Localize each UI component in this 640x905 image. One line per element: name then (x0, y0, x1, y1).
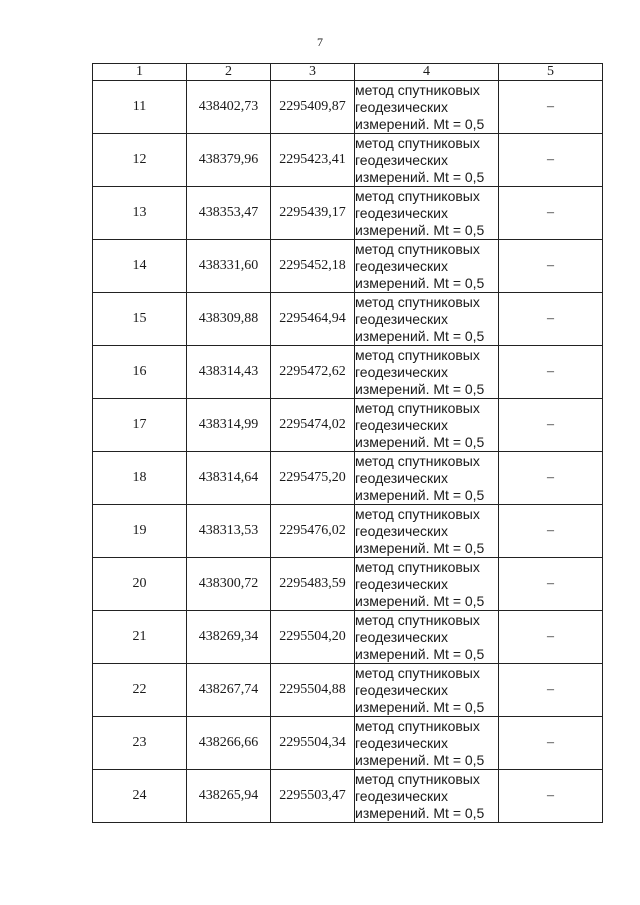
method-line: метод спутниковых (355, 505, 480, 522)
method-line: измерений. Mt = 0,5 (355, 221, 485, 238)
method-line: геодезических (355, 575, 448, 592)
note-cell: – (499, 134, 603, 187)
point-number-cell: 13 (93, 187, 187, 240)
method-cell (355, 611, 499, 664)
x-coordinate-cell: 438379,96 (187, 134, 271, 187)
x-coordinate-cell: 438314,99 (187, 399, 271, 452)
method-line: геодезических (355, 681, 448, 698)
page-number: 7 (317, 35, 323, 49)
table-row (93, 293, 603, 346)
method-line: геодезических (355, 787, 448, 804)
point-number-cell: 16 (93, 346, 187, 399)
method-line: метод спутниковых (355, 81, 480, 98)
x-coordinate-cell: 438402,73 (187, 81, 271, 134)
method-line: геодезических (355, 151, 448, 168)
x-coordinate-cell: 438267,74 (187, 664, 271, 717)
note-cell: – (499, 664, 603, 717)
method-line: геодезических (355, 204, 448, 221)
point-number-cell: 24 (93, 770, 187, 823)
method-line: измерений. Mt = 0,5 (355, 804, 485, 821)
y-coordinate-cell: 2295423,41 (271, 134, 355, 187)
method-line: метод спутниковых (355, 770, 480, 787)
table-row (93, 611, 603, 664)
method-cell (355, 134, 499, 187)
method-cell (355, 717, 499, 770)
table-row (93, 770, 603, 823)
table-row (93, 346, 603, 399)
method-line: метод спутниковых (355, 293, 480, 310)
table-row (93, 452, 603, 505)
method-line: измерений. Mt = 0,5 (355, 433, 485, 450)
column-header: 2 (187, 64, 271, 81)
method-cell (355, 452, 499, 505)
table-row (93, 81, 603, 134)
y-coordinate-cell: 2295504,20 (271, 611, 355, 664)
column-header: 3 (271, 64, 355, 81)
point-number-cell: 15 (93, 293, 187, 346)
table-header-row (93, 64, 603, 81)
y-coordinate-cell: 2295504,34 (271, 717, 355, 770)
point-number-cell: 14 (93, 240, 187, 293)
note-cell: – (499, 611, 603, 664)
note-cell: – (499, 452, 603, 505)
method-cell (355, 240, 499, 293)
note-cell: – (499, 558, 603, 611)
method-line: геодезических (355, 98, 448, 115)
method-line: геодезических (355, 469, 448, 486)
note-cell: – (499, 81, 603, 134)
method-line: геодезических (355, 628, 448, 645)
x-coordinate-cell: 438353,47 (187, 187, 271, 240)
method-line: метод спутниковых (355, 399, 480, 416)
point-number-cell: 20 (93, 558, 187, 611)
x-coordinate-cell: 438266,66 (187, 717, 271, 770)
note-cell: – (499, 187, 603, 240)
note-cell: – (499, 240, 603, 293)
y-coordinate-cell: 2295439,17 (271, 187, 355, 240)
table-row (93, 240, 603, 293)
y-coordinate-cell: 2295464,94 (271, 293, 355, 346)
method-line: метод спутниковых (355, 664, 480, 681)
note-cell: – (499, 505, 603, 558)
column-header: 5 (499, 64, 603, 81)
coordinates-table (92, 63, 603, 823)
point-number-cell: 22 (93, 664, 187, 717)
x-coordinate-cell: 438269,34 (187, 611, 271, 664)
point-number-cell: 19 (93, 505, 187, 558)
method-cell (355, 293, 499, 346)
column-header: 1 (93, 64, 187, 81)
method-line: измерений. Mt = 0,5 (355, 274, 485, 291)
method-line: измерений. Mt = 0,5 (355, 380, 485, 397)
method-line: измерений. Mt = 0,5 (355, 168, 485, 185)
y-coordinate-cell: 2295476,02 (271, 505, 355, 558)
method-cell (355, 399, 499, 452)
method-line: метод спутниковых (355, 346, 480, 363)
x-coordinate-cell: 438313,53 (187, 505, 271, 558)
method-line: измерений. Mt = 0,5 (355, 751, 485, 768)
method-line: измерений. Mt = 0,5 (355, 698, 485, 715)
method-line: метод спутниковых (355, 240, 480, 257)
table-row (93, 717, 603, 770)
x-coordinate-cell: 438331,60 (187, 240, 271, 293)
y-coordinate-cell: 2295504,88 (271, 664, 355, 717)
point-number-cell: 12 (93, 134, 187, 187)
y-coordinate-cell: 2295483,59 (271, 558, 355, 611)
note-cell: – (499, 399, 603, 452)
method-line: измерений. Mt = 0,5 (355, 486, 485, 503)
method-cell (355, 558, 499, 611)
x-coordinate-cell: 438309,88 (187, 293, 271, 346)
y-coordinate-cell: 2295503,47 (271, 770, 355, 823)
method-line: метод спутниковых (355, 134, 480, 151)
method-line: геодезических (355, 363, 448, 380)
method-line: метод спутниковых (355, 717, 480, 734)
x-coordinate-cell: 438300,72 (187, 558, 271, 611)
point-number-cell: 17 (93, 399, 187, 452)
table-row (93, 134, 603, 187)
method-line: измерений. Mt = 0,5 (355, 327, 485, 344)
y-coordinate-cell: 2295472,62 (271, 346, 355, 399)
method-cell (355, 81, 499, 134)
method-cell (355, 770, 499, 823)
method-line: геодезических (355, 416, 448, 433)
column-header: 4 (355, 64, 499, 81)
note-cell: – (499, 346, 603, 399)
method-line: геодезических (355, 257, 448, 274)
y-coordinate-cell: 2295474,02 (271, 399, 355, 452)
method-line: метод спутниковых (355, 611, 480, 628)
point-number-cell: 21 (93, 611, 187, 664)
y-coordinate-cell: 2295452,18 (271, 240, 355, 293)
table-row (93, 558, 603, 611)
point-number-cell: 23 (93, 717, 187, 770)
method-line: метод спутниковых (355, 452, 480, 469)
note-cell: – (499, 717, 603, 770)
x-coordinate-cell: 438314,43 (187, 346, 271, 399)
point-number-cell: 11 (93, 81, 187, 134)
note-cell: – (499, 770, 603, 823)
method-cell (355, 505, 499, 558)
method-line: измерений. Mt = 0,5 (355, 539, 485, 556)
method-cell (355, 346, 499, 399)
table-row (93, 399, 603, 452)
method-line: геодезических (355, 522, 448, 539)
y-coordinate-cell: 2295409,87 (271, 81, 355, 134)
point-number-cell: 18 (93, 452, 187, 505)
method-line: измерений. Mt = 0,5 (355, 592, 485, 609)
table-row (93, 505, 603, 558)
x-coordinate-cell: 438314,64 (187, 452, 271, 505)
method-line: метод спутниковых (355, 558, 480, 575)
method-line: метод спутниковых (355, 187, 480, 204)
method-cell (355, 664, 499, 717)
method-line: геодезических (355, 310, 448, 327)
table-row (93, 664, 603, 717)
note-cell: – (499, 293, 603, 346)
method-cell (355, 187, 499, 240)
x-coordinate-cell: 438265,94 (187, 770, 271, 823)
method-line: геодезических (355, 734, 448, 751)
method-line: измерений. Mt = 0,5 (355, 645, 485, 662)
method-line: измерений. Mt = 0,5 (355, 115, 485, 132)
table-row (93, 187, 603, 240)
y-coordinate-cell: 2295475,20 (271, 452, 355, 505)
